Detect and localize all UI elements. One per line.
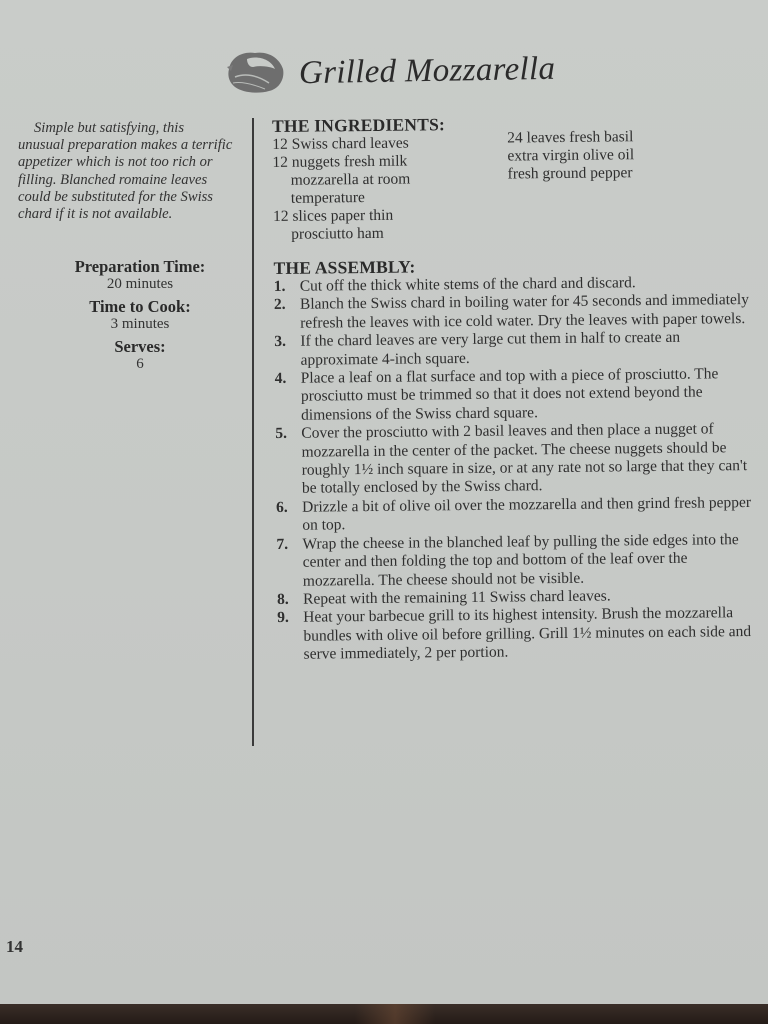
recipe-body — [272, 111, 758, 665]
step-item — [277, 604, 758, 664]
step-item — [274, 291, 754, 333]
step-text: Cut off the thick white stems of the chard and discard. — [299, 274, 636, 295]
step-number: 2. — [273, 296, 286, 314]
ingredients-column-1 — [272, 114, 508, 244]
assembly-steps — [274, 273, 758, 665]
step-number: 9. — [277, 609, 289, 627]
step-text: Place a leaf on a flat surface and top with a piece of prosciutto. The prosciutto must be trimmed so that it does not extend beyond the dimensions of the Swiss chard square. — [300, 365, 719, 424]
step-number: 7. — [276, 535, 289, 553]
step-item — [276, 531, 757, 591]
recipe-title: Grilled Mozzarella — [298, 50, 556, 91]
step-text: Wrap the cheese in the blanched leaf by pulling the side edges into the center and then folding the top and bottom of the leaf over the mozzarella. The cheese should not be visible. — [302, 530, 739, 590]
step-number: 6. — [276, 498, 288, 516]
step-number: 3. — [274, 333, 287, 351]
step-text: Repeat with the remaining 11 Swiss chard leaves. — [302, 587, 611, 608]
shell-icon — [225, 47, 287, 95]
step-item — [275, 365, 756, 425]
ingredients-section — [272, 111, 753, 244]
step-number: 8. — [276, 590, 289, 608]
recipe-header — [225, 46, 555, 96]
recipe-intro: Simple but satisfying, this unusual preparation makes a terrific appetizer which is not too rich or filling. Blanched romaine leaves could be substituted for the Swiss chard if it is not available. — [18, 120, 233, 223]
step-number: 1. — [273, 277, 286, 295]
step-item — [274, 328, 754, 370]
ingredient-item: fresh ground pepper — [507, 164, 633, 183]
cook-time-value: 3 minutes — [110, 316, 170, 332]
table-surface — [0, 1004, 768, 1024]
step-text: If the chard leaves are very large cut them in half to create an approximate 4-inch square. — [300, 328, 681, 369]
serves-label: Serves: — [114, 337, 166, 356]
ingredient-item: 12 nuggets fresh milk mozzarella at room temperature — [272, 152, 411, 207]
step-text: Blanch the Swiss chard in boiling water for 45 seconds and immediately refresh the leaves with ice cold water. Dry the leaves with paper towels. — [299, 291, 750, 332]
ingredients-column-2 — [507, 106, 635, 241]
prep-time-label: Preparation Time: — [74, 257, 206, 276]
step-item — [275, 420, 756, 499]
step-number: 4. — [274, 369, 287, 388]
ingredient-item: 24 leaves fresh basil — [507, 128, 634, 147]
cook-time-label: Time to Cook: — [89, 297, 191, 316]
step-text: Drizzle a bit of olive oil over the mozzarella and then grind fresh pepper on top. — [302, 493, 752, 534]
recipe-meta — [40, 257, 240, 377]
page-number: 14 — [6, 937, 23, 956]
wood-grain — [355, 1004, 435, 1024]
ingredient-item: extra virgin olive oil — [507, 146, 635, 165]
assembly-section — [273, 253, 757, 665]
step-text: Heat your barbecue grill to its highest intensity. Brush the mozzarella bundles with olive oil before grilling. Grill 1½ minutes on each side and serve immediately, 2 per portion. — [303, 604, 752, 663]
ingredient-item: 12 slices paper thin prosciutto ham — [272, 206, 394, 243]
prep-time-value: 20 minutes — [106, 276, 174, 292]
ingredient-item: 12 Swiss chard leaves — [272, 134, 409, 153]
serves-value: 6 — [136, 356, 144, 372]
ingredients-heading: THE INGREDIENTS: — [272, 114, 446, 136]
assembly-heading: THE ASSEMBLY: — [273, 256, 416, 278]
step-item — [276, 494, 756, 536]
step-number: 5. — [275, 425, 288, 443]
column-divider — [252, 118, 254, 746]
step-text: Cover the prosciutto with 2 basil leaves and then place a nugget of mozzarella in the center of the packet. The cheese nuggets should be roughly 1½ inch square in size, or at any rate not so large that they can't be totally enclosed by the Swiss chard. — [301, 420, 748, 498]
